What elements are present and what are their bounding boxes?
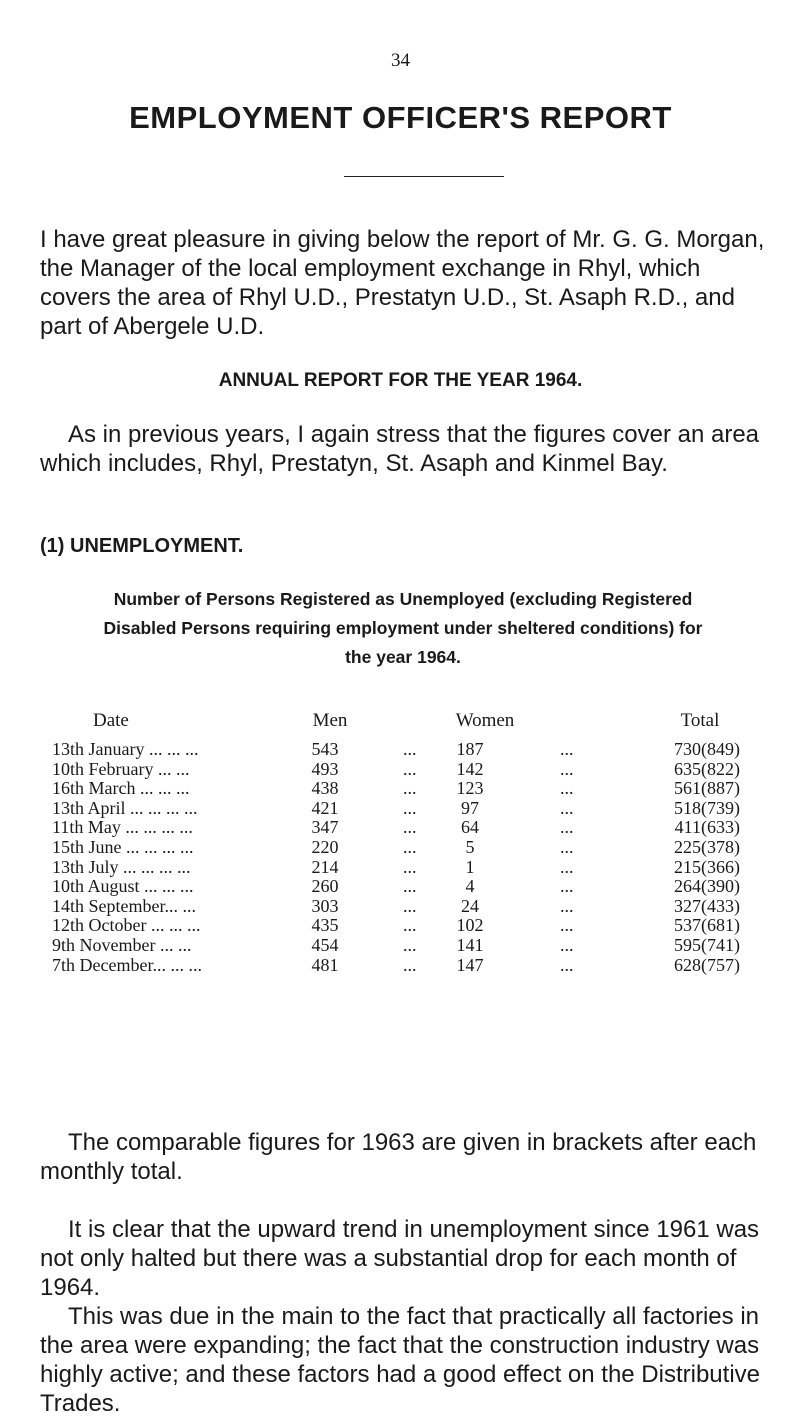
row-leader: ... [403,797,417,818]
row-leader: ... [403,934,417,955]
row-date: 12th October ... ... ... [52,916,201,936]
row-date: 10th February ... ... [52,759,190,779]
row-leader: ... [403,836,417,857]
trend-note: It is clear that the upward trend in unemployment since 1961 was not only halted but there was a substantial drop for each month of 1964. [40,1216,760,1301]
row-leader: ... [560,895,574,916]
row-leader: ... [403,817,417,838]
table-row [0,838,801,858]
row-leader: ... [403,915,417,936]
table-row [0,877,801,897]
header-date: Date [93,710,129,731]
title-divider [344,176,504,177]
row-leader: ... [560,797,574,818]
row-leader: ... [560,954,574,975]
row-women: 64 [461,817,479,838]
unemployment-section-heading: (1) UNEMPLOYMENT. [40,535,244,557]
row-men: 260 [311,876,339,897]
row-date: 7th December... ... ... [52,955,202,975]
row-leader: ... [560,915,574,936]
row-total: 225(378) [674,836,740,857]
row-leader: ... [403,739,417,759]
row-leader: ... [560,817,574,838]
row-total: 537(681) [674,915,740,936]
header-women: Women [455,710,515,731]
table-body [0,740,801,975]
row-leader: ... [560,758,574,779]
table-heading-line-2: Disabled Persons requiring employment under sheltered conditions) for [103,618,703,638]
annual-report-heading: ANNUAL REPORT FOR THE YEAR 1964. [218,370,583,391]
table-row [0,818,801,838]
row-date: 13th January ... ... ... [52,740,199,759]
table-row [0,779,801,799]
row-date: 9th November ... ... [52,935,192,955]
row-total: 635(822) [674,758,740,779]
header-total: Total [680,710,720,731]
row-women: 97 [461,797,479,818]
row-leader: ... [403,895,417,916]
row-leader: ... [560,876,574,897]
row-women: 142 [456,758,484,779]
table-row [0,760,801,780]
row-date: 13th July ... ... ... ... [52,857,191,877]
row-date: 14th September... ... [52,896,196,916]
row-women: 187 [456,739,484,759]
row-men: 421 [311,797,339,818]
row-women: 24 [461,895,479,916]
row-date: 13th April ... ... ... ... [52,798,198,818]
table-heading [38,585,768,672]
row-men: 220 [311,836,339,857]
page-number: 34 [391,50,410,71]
intro-paragraph: I have great pleasure in giving below the report of Mr. G. G. Morgan, the Manager of the local employment exchange in Rhyl, which covers the area of Rhyl U.D., Prestatyn U.D., St. Asaph R.D., and part of Abergele U.D. [40,226,765,340]
row-total: 628(757) [674,954,740,975]
row-total: 327(433) [674,895,740,916]
row-total: 518(739) [674,797,740,818]
row-men: 454 [311,934,339,955]
table-heading-line-1: Number of Persons Registered as Unemployed (excluding Registered [113,589,693,609]
row-total: 264(390) [674,876,740,897]
row-leader: ... [560,856,574,877]
table-row [0,956,801,976]
table-heading-line-3: the year 1964. [345,647,461,667]
row-men: 214 [311,856,339,877]
row-women: 123 [456,778,484,799]
table-row [0,897,801,917]
row-women: 147 [456,954,484,975]
row-date: 10th August ... ... ... [52,877,194,897]
row-date: 15th June ... ... ... ... [52,837,194,857]
table-row [0,916,801,936]
table-row [0,799,801,819]
row-women: 5 [465,836,475,857]
row-leader: ... [560,739,574,759]
table-row [0,858,801,878]
row-total: 595(741) [674,934,740,955]
reason-note: This was due in the main to the fact that practically all factories in the area were expanding; the fact that the construction industry was highly active; and these factors had a good effect on the Distributive Trades. [40,1303,760,1417]
row-leader: ... [403,856,417,877]
row-leader: ... [560,778,574,799]
row-total: 730(849) [674,739,740,759]
row-men: 481 [311,954,339,975]
row-total: 411(633) [674,817,740,838]
row-women: 4 [465,876,475,897]
table-row [0,936,801,956]
row-men: 435 [311,915,339,936]
report-title: EMPLOYMENT OFFICER'S REPORT [129,100,672,135]
row-women: 141 [456,934,484,955]
row-leader: ... [560,934,574,955]
table-header-row [0,710,801,732]
row-leader: ... [560,836,574,857]
row-leader: ... [403,778,417,799]
row-women: 102 [456,915,484,936]
row-men: 438 [311,778,339,799]
comparable-note: The comparable figures for 1963 are given in brackets after each monthly total. [40,1129,757,1185]
row-total: 215(366) [674,856,740,877]
header-men: Men [312,710,348,731]
row-date: 11th May ... ... ... ... [52,818,193,838]
table-row [0,740,801,760]
previous-years-paragraph: As in previous years, I again stress that the figures cover an area which includes, Rhyl, Prestatyn, St. Asaph and Kinmel Bay. [40,421,760,477]
row-leader: ... [403,876,417,897]
row-men: 347 [311,817,339,838]
row-men: 493 [311,758,339,779]
row-women: 1 [465,856,475,877]
row-leader: ... [403,758,417,779]
row-men: 543 [311,739,339,759]
row-total: 561(887) [674,778,740,799]
row-leader: ... [403,954,417,975]
row-men: 303 [311,895,339,916]
row-date: 16th March ... ... ... [52,779,190,799]
